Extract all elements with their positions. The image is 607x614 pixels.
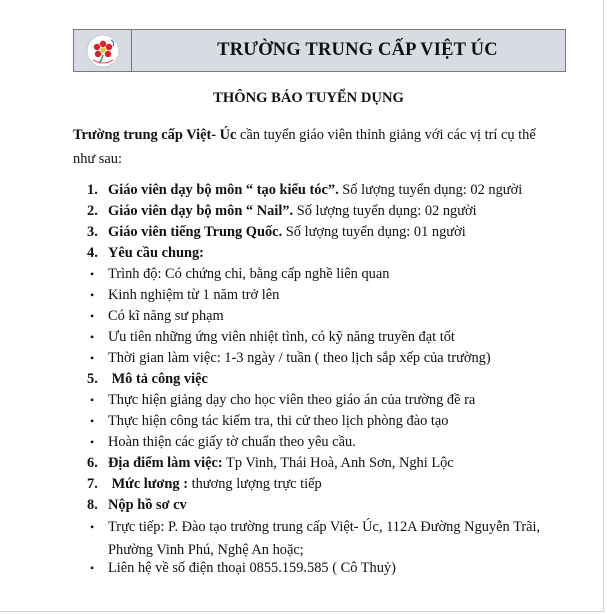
section-5: 5. Mô tả công việc — [87, 371, 208, 387]
bullet-icon: • — [90, 435, 95, 449]
bullet-icon: • — [90, 351, 95, 365]
list-item: • Thực hiện công tác kiểm tra, thi cử theo lịch phòng đào tạo — [90, 413, 449, 429]
list-item: • Liên hệ về số điện thoại 0855.159.585 ( Cô Thuỷ) — [90, 560, 396, 576]
announcement-heading: THÔNG BÁO TUYỂN DỤNG — [213, 90, 404, 106]
list-item: • Ưu tiên những ứng viên nhiệt tình, có kỹ năng truyền đạt tốt — [90, 329, 455, 345]
list-item: • Trình độ: Có chứng chỉ, bằng cấp nghề liên quan — [90, 266, 390, 282]
bullet-icon: • — [90, 267, 95, 281]
logo-cell — [74, 30, 132, 71]
section-6: 6. Địa điểm làm việc: Tp Vinh, Thái Hoà, Anh Sơn, Nghi Lộc — [87, 455, 454, 471]
list-item: • Có kĩ năng sư phạm — [90, 308, 224, 324]
list-item: • Hoàn thiện các giấy tờ chuẩn theo yêu cầu. — [90, 434, 356, 450]
bullet-icon: • — [90, 393, 95, 407]
header-banner — [73, 29, 566, 72]
bullet-icon: • — [90, 288, 95, 302]
bullet-icon: • — [90, 414, 95, 428]
bullet-icon: • — [90, 561, 95, 575]
section-1: 1. Giáo viên dạy bộ môn “ tạo kiểu tóc”. Số lượng tuyển dụng: 02 người — [87, 182, 523, 198]
section-2: 2. Giáo viên dạy bộ môn “ Nail”. Số lượng tuyển dụng: 02 người — [87, 203, 477, 219]
bullet-icon: • — [90, 309, 95, 323]
school-name-title: TRƯỜNG TRUNG CẤP VIỆT ÚC — [217, 40, 498, 60]
section-3: 3. Giáo viên tiếng Trung Quốc. Số lượng tuyển dụng: 01 người — [87, 224, 466, 240]
list-item: • Thực hiện giảng dạy cho học viên theo giáo án của trường đề ra — [90, 392, 476, 408]
list-item: • Trực tiếp: P. Đào tạo trường trung cấp Việt- Úc, 112A Đường Nguyễn Trãi, Phường Vinh Phú, Nghệ An hoặc; — [90, 516, 540, 562]
list-item: • Kinh nghiệm từ 1 năm trở lên — [90, 287, 280, 303]
intro-text: cần tuyển giáo viên thỉnh giảng với các vị trí cụ thể như sau: — [73, 127, 536, 167]
list-item: • Thời gian làm việc: 1-3 ngày / tuần ( theo lịch sắp xếp của trường) — [90, 350, 491, 366]
section-4: 4. Yêu cầu chung: — [87, 245, 204, 261]
section-8: 8. Nộp hồ sơ cv — [87, 497, 187, 513]
intro-paragraph — [73, 123, 548, 171]
intro-school-name: Trường trung cấp Việt- Úc — [73, 127, 237, 143]
bullet-icon: • — [90, 520, 95, 534]
section-7: 7. Mức lương : thương lượng trực tiếp — [87, 476, 322, 492]
bullet-icon: • — [90, 330, 95, 344]
school-logo-icon — [85, 33, 121, 69]
